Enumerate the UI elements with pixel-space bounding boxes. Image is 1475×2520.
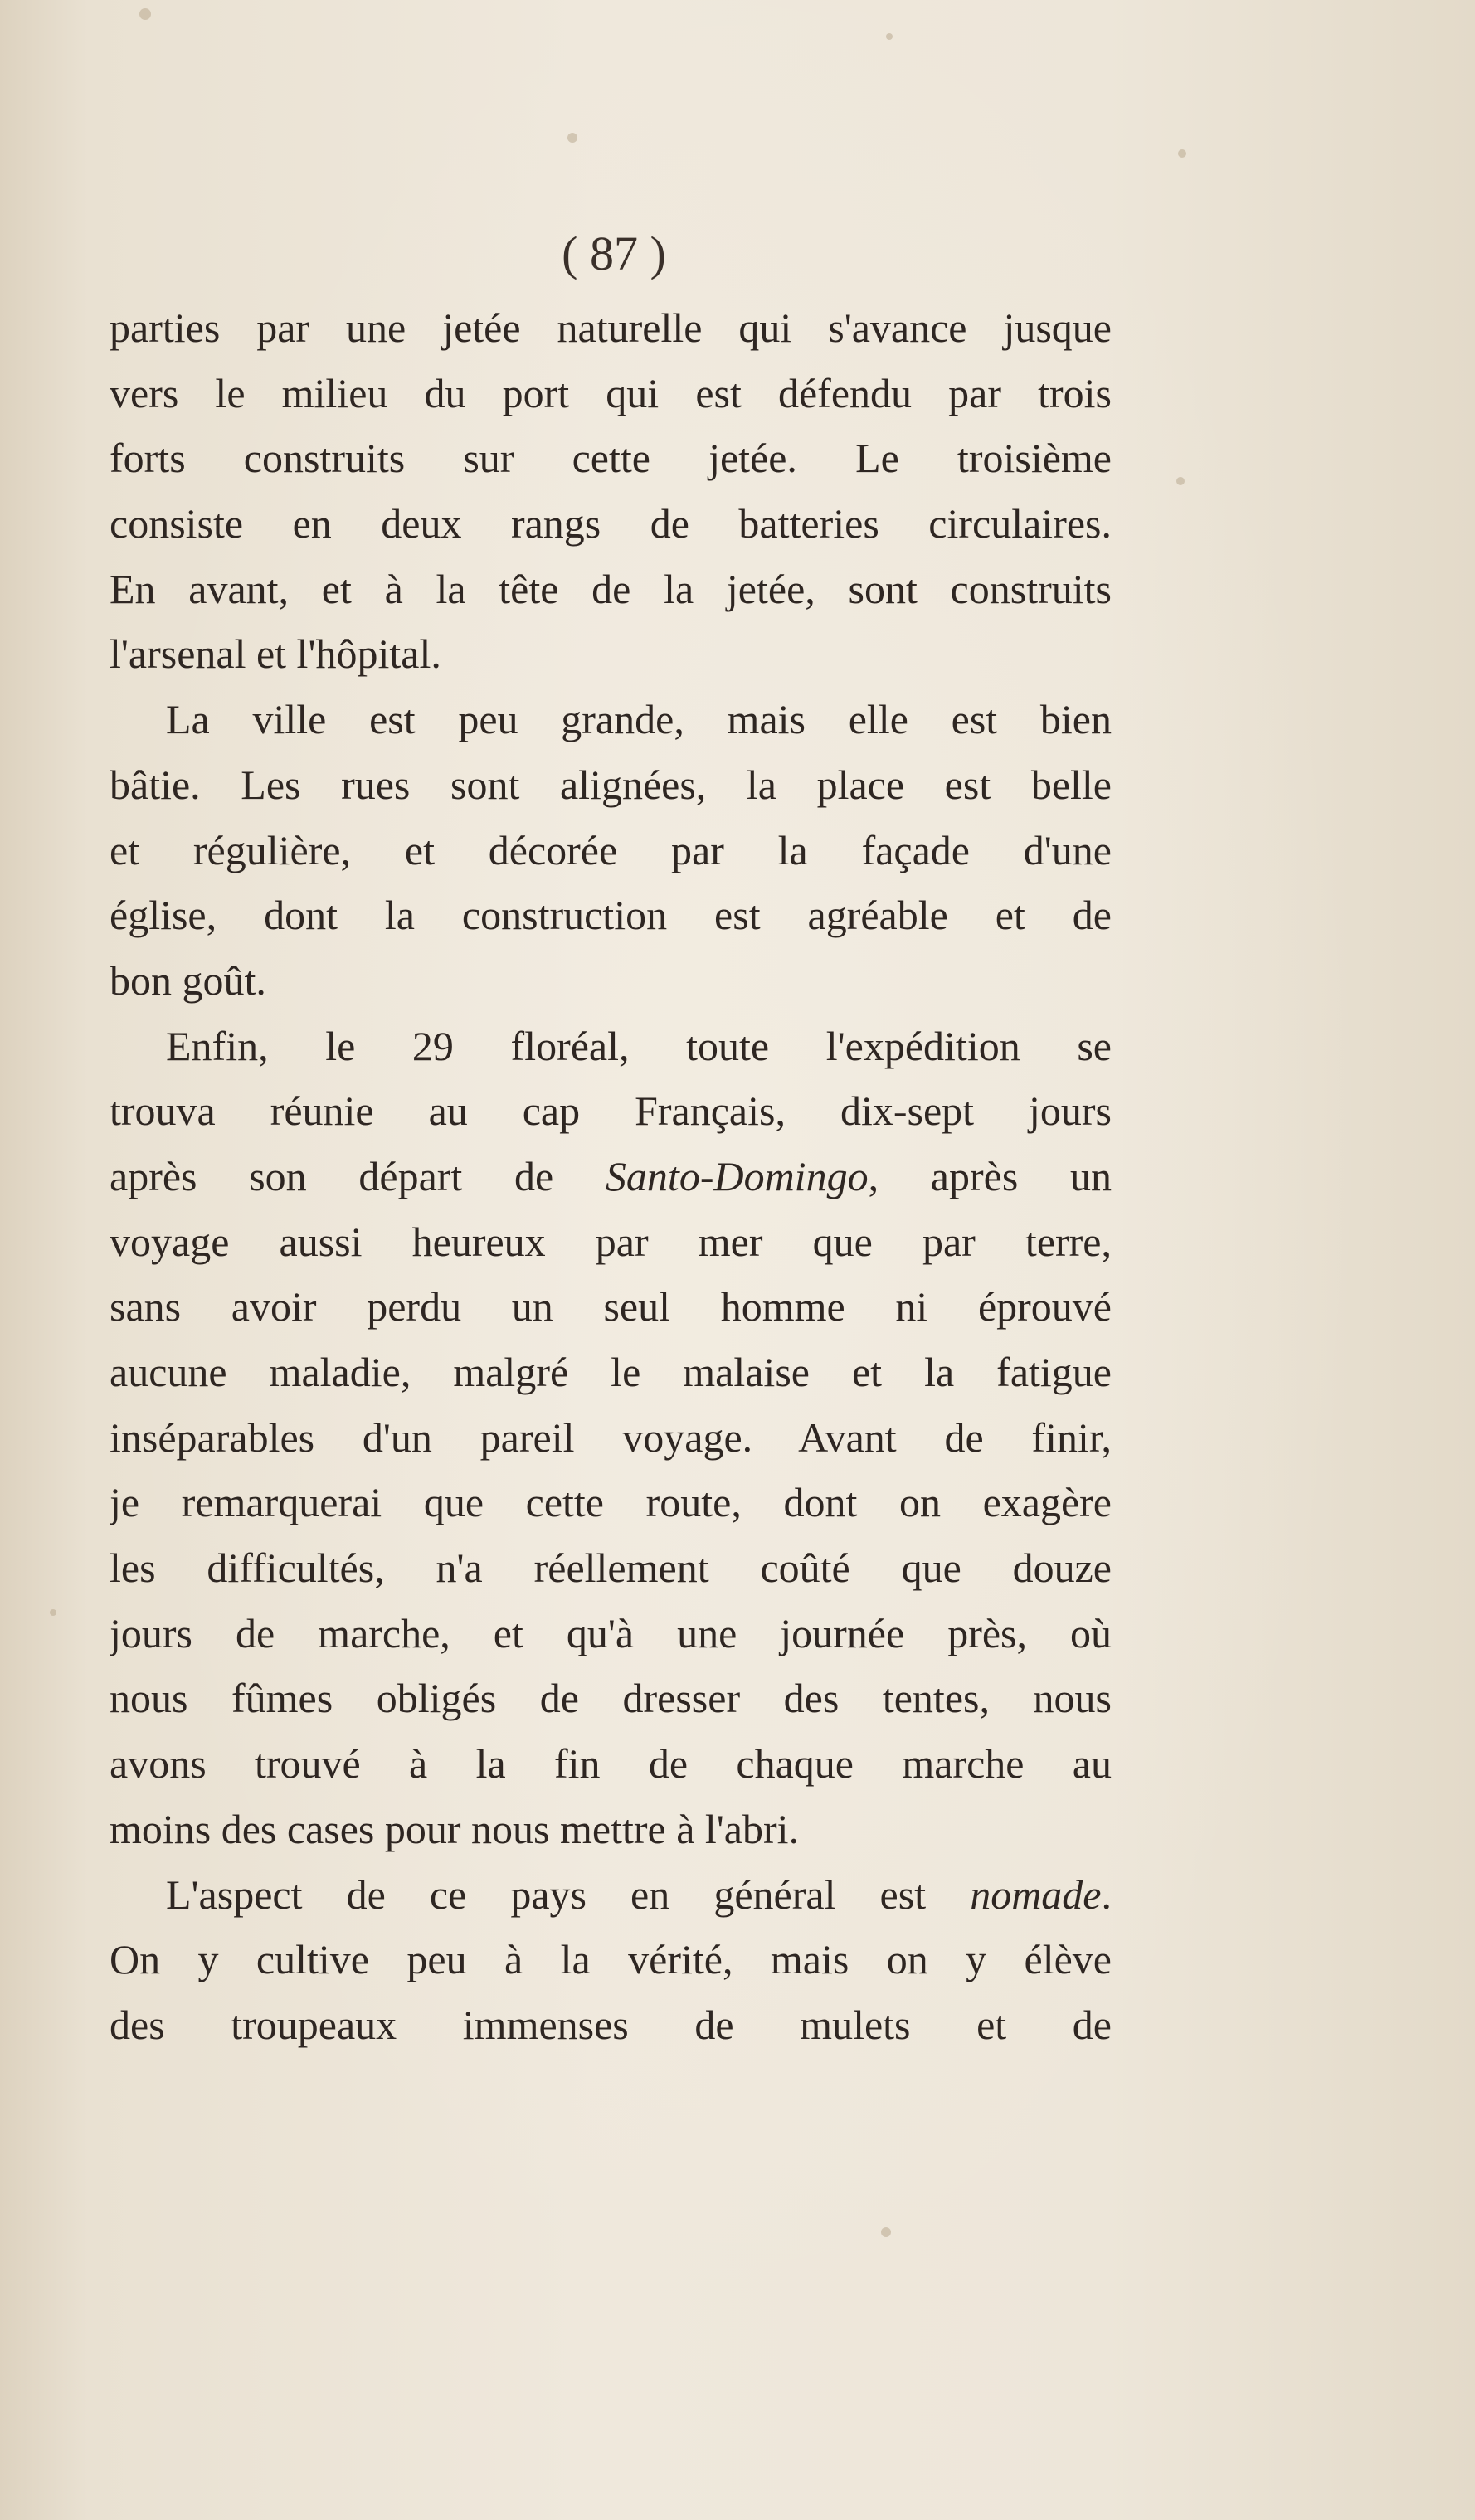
text-line: On y cultive peu à la vérité, mais on y élève [110,1936,1112,1983]
text-line: bâtie. Les rues sont alignées, la place est belle [110,761,1112,808]
paper-speck [1178,149,1186,158]
text-line: aucune maladie, malgré le malaise et la fatigue [110,1349,1112,1395]
paper-speck [50,1609,56,1616]
text-line [110,1144,1112,1209]
text-line: bon goût. [110,956,266,1004]
text-fragment: . [1101,1871,1112,1918]
text-fragment: , après un [868,1152,1112,1199]
text-line: forts construits sur cette jetée. Le troisième [110,435,1112,482]
text-line: sans avoir perdu un seul homme ni éprouvé [110,1283,1112,1331]
text-line: les difficultés, n'a réellement coûté que douze [110,1545,1112,1592]
paper-speck [567,133,577,143]
text-line: avons trouvé à la fin de chaque marche au [110,1740,1112,1788]
text-fragment: après son départ de [110,1152,606,1199]
paper-speck [1176,477,1185,485]
text-line: vers le milieu du port qui est défendu par trois [110,369,1112,416]
text-line: trouva réunie au cap Français, dix-sept jours [110,1087,1112,1135]
text-line: Enfin, le 29 floréal, toute l'expédition se [166,1022,1112,1069]
text-line: jours de marche, et qu'à une journée près, où [110,1609,1112,1656]
text-line: moins des cases pour nous mettre à l'abri. [110,1805,800,1852]
text-line: parties par une jetée naturelle qui s'avance jusque [110,304,1112,351]
page-text [110,295,1112,2058]
text-line: des troupeaux immenses de mulets et de [110,2001,1112,2048]
paper-speck [139,8,151,20]
text-line: église, dont la construction est agréable et de [110,892,1112,939]
italic-term: nomade [970,1871,1102,1918]
text-line: En avant, et à la tête de la jetée, sont construits [110,565,1112,612]
paper-speck [881,2227,891,2237]
text-line: inséparables d'un pareil voyage. Avant de finir, [110,1413,1112,1461]
text-line: l'arsenal et l'hôpital. [110,630,441,678]
text-fragment: L'aspect de ce pays en général est [166,1871,971,1918]
text-line: et régulière, et décorée par la façade d'une [110,826,1112,873]
italic-term: Santo-Domingo [605,1152,869,1199]
text-line [110,1862,1112,1928]
text-line: je remarquerai que cette route, dont on exagère [110,1479,1112,1526]
page-number: ( 87 ) [562,226,666,280]
text-line: consiste en deux rangs de batteries circulaires. [110,500,1112,547]
paper-speck [886,33,893,40]
text-line: La ville est peu grande, mais elle est bien [166,696,1112,743]
text-line: nous fûmes obligés de dresser des tentes, nous [110,1675,1112,1722]
text-line: voyage aussi heureux par mer que par terre, [110,1218,1112,1265]
